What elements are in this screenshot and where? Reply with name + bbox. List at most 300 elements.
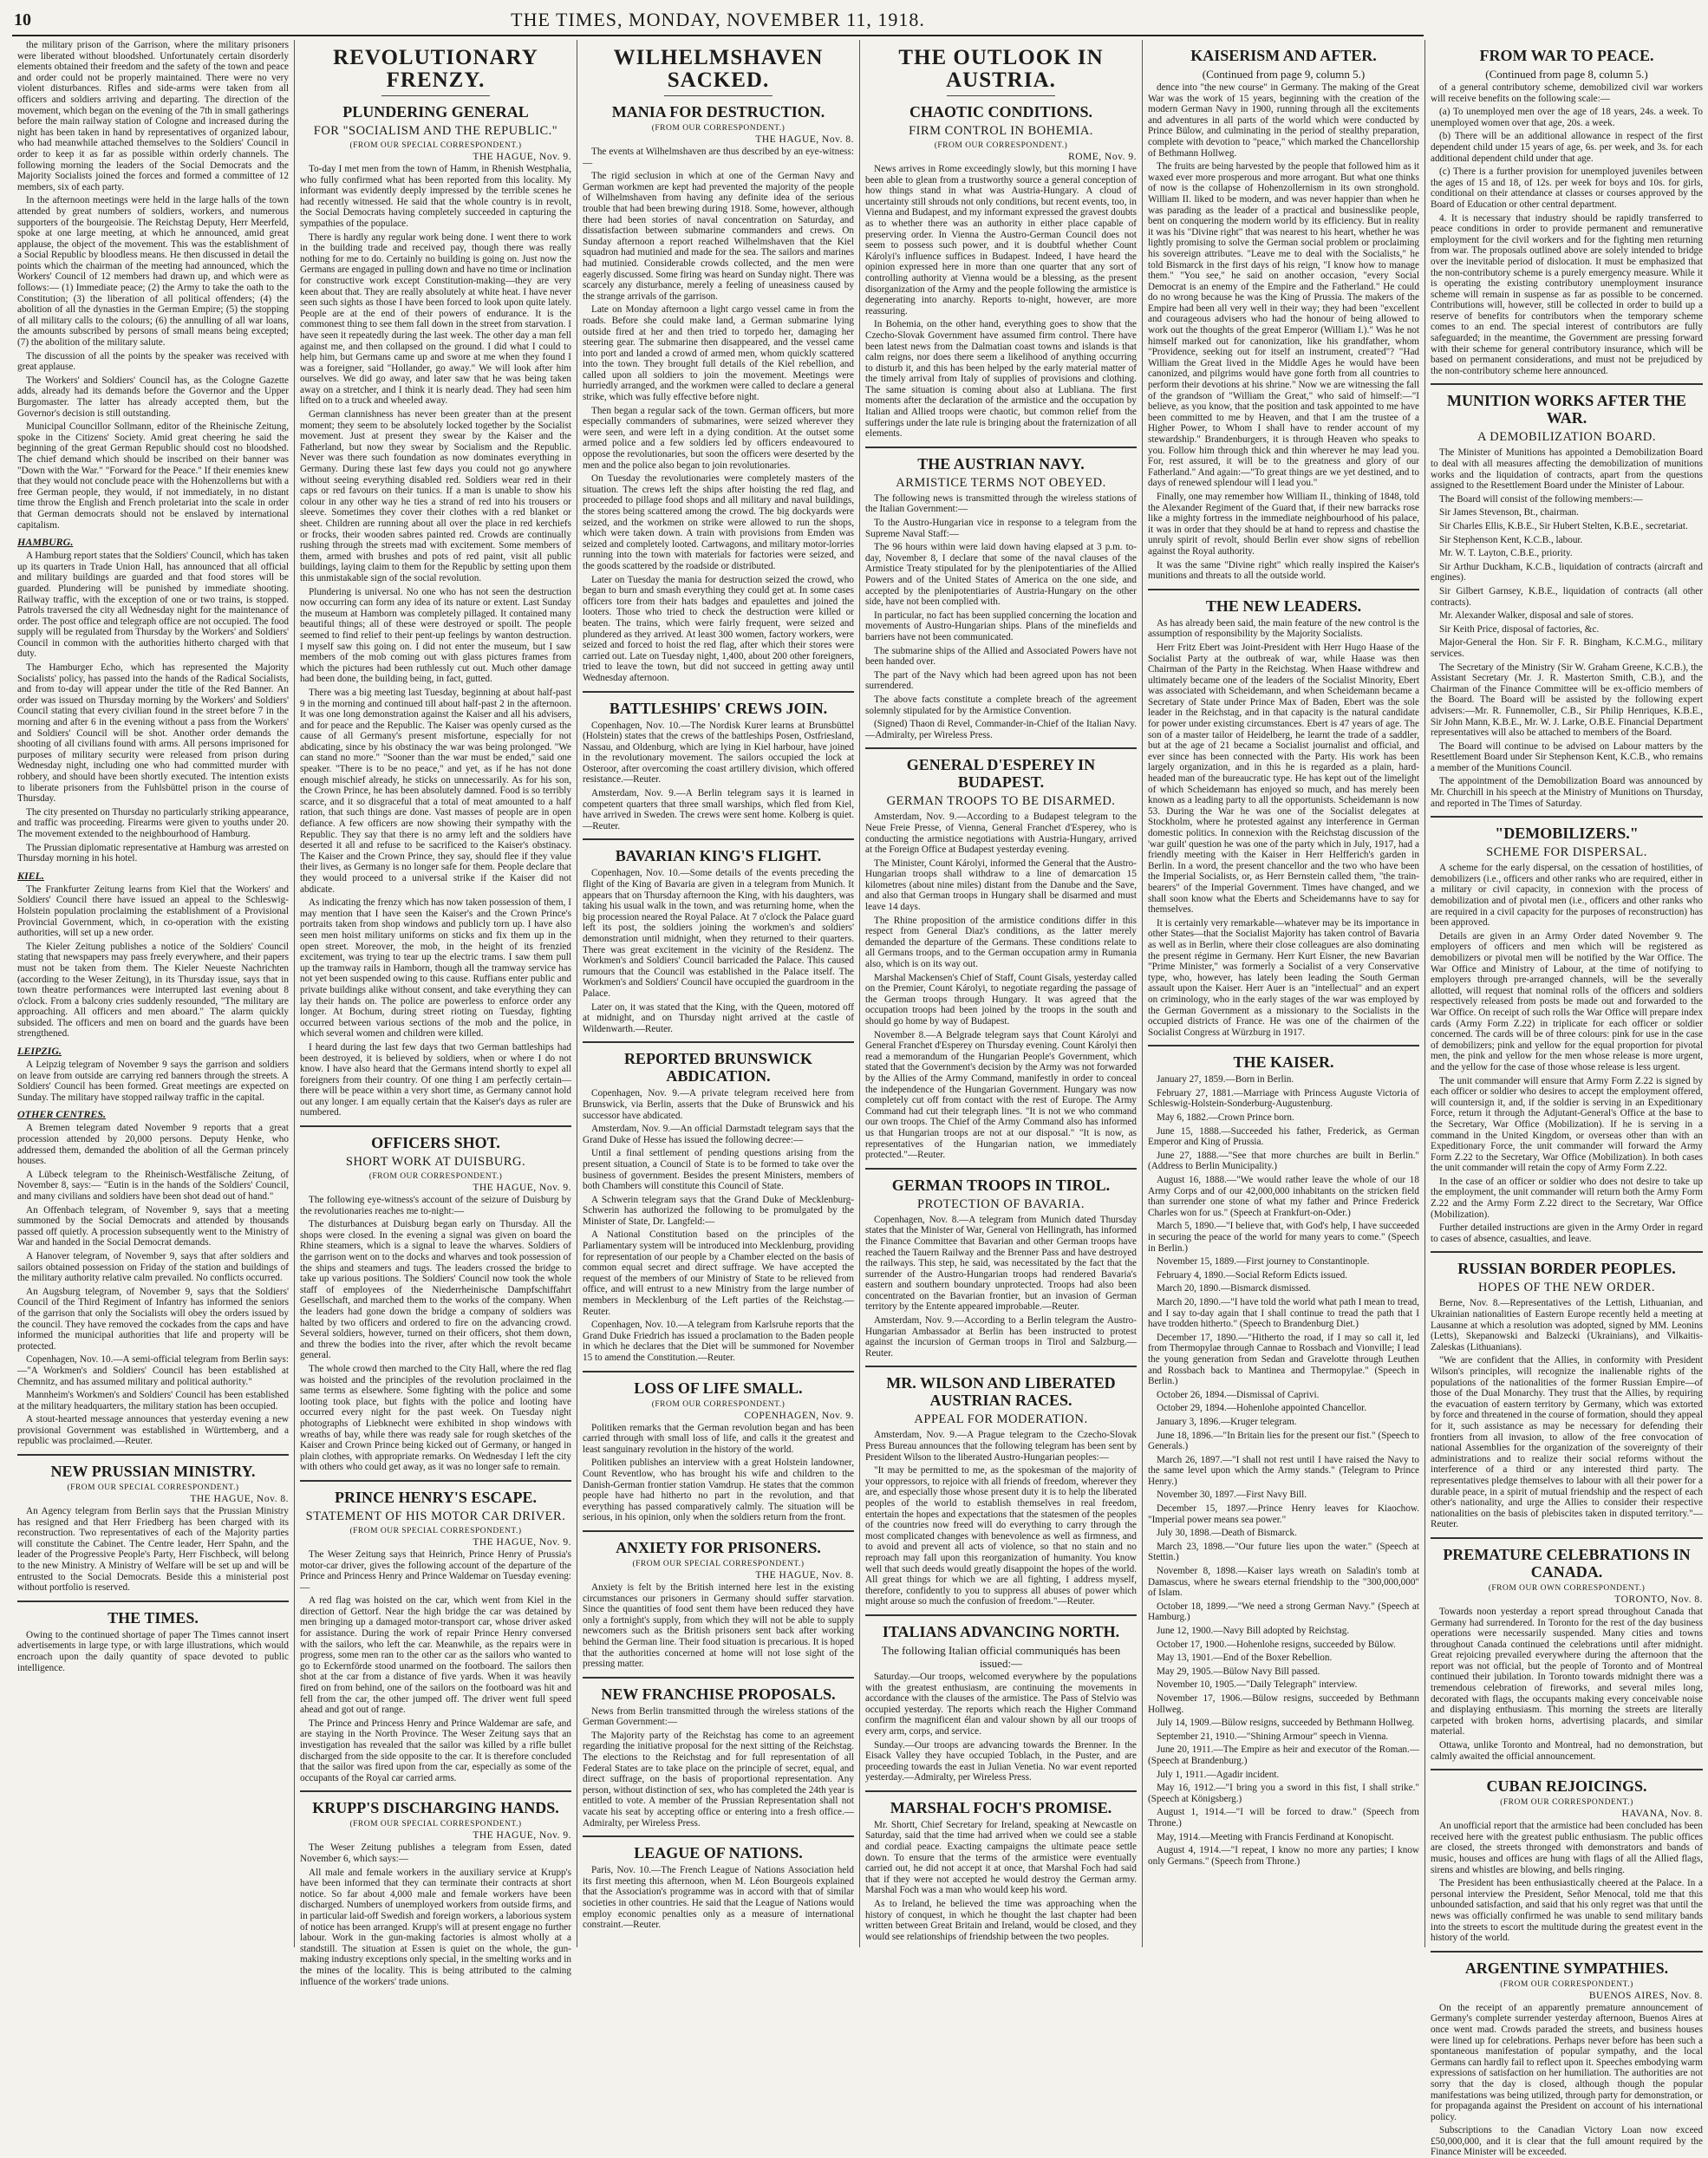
paras (300, 164, 571, 1118)
headline: THE AUSTRIAN NAVY. (917, 454, 1085, 473)
subheadline: STATEMENT OF HIS MOTOR CAR DRIVER. (305, 1509, 566, 1523)
paragraph: It is certainly very remarkable—whatever may be its importance in other States—that the Socialist Majority has taken control of Bavaria as well as in Berlin, where their close colleagues are also dominating the present régime in Germany. Herr Kurt Eisner, the new Bavarian "Prime Minister," was formerly a Socialist of a very Conservative type, who, however, has lately been leading the South German assault upon the Kaiser. Herr Auer is an "intellectual" and an expert on criminology, who in the early stages of the war was employed by the German Government as a missionary to the Socialists in the occupied districts of France. He was one of the chairmen of the Socialist Congress at Würzburg in 1917. (1148, 917, 1419, 1038)
headline: PREMATURE CELEBRATIONS IN CANADA. (1443, 1545, 1691, 1581)
article-italians-advancing (865, 1614, 1137, 1783)
headline: LOSS OF LIFE SMALL. (634, 1379, 803, 1397)
paragraph: The events at Wilhelmshaven are thus described by an eye-witness:— (583, 147, 854, 168)
byline: (FROM OUR SPECIAL CORRESPONDENT.) (349, 141, 522, 150)
rule (381, 95, 490, 96)
paragraph: Owing to the continued shortage of paper The Times cannot insert advertisements in large type, or with large illustrations, which would encroach upon the daily quantity of space devoted to public intelligence. (17, 1629, 289, 1673)
paragraph: Copenhagen, Nov. 9.—A private telegram received here from Brunswick, via Berlin, asserts that the Duke of Brunswick and his successor have abdicated. (583, 1088, 854, 1121)
paragraph: The above facts constitute a complete breach of the agreement solemnly stipulated for by the Armistice Convention. (865, 694, 1137, 716)
paragraph: News arrives in Rome exceedingly slowly, but this morning I have been able to glean from a trustworthy source a general conception of how things stand in what was Austria-Hungary. A cloud of uncertainty still shrouds not only conditions, but recent events, too, in Vienna and Budapest, and my informant expressed the gravest doubts as to whether there was an authority in either place capable of preserving order. In Vienna the Austro-German Council does not seem to possess such power, and it is doubtful whether Count Károlyi's influence suffices in Budapest. Indeed, I have heard the opinion expressed here in more than one quarter that any sort of controlling authority at Vienna would be a blessing, as the present disorganization of the Army and the people following the armistice is degenerating into anarchy. Reports to-night, however, are more reassuring. (865, 164, 1137, 316)
dateline: THE HAGUE, Nov. 8. (190, 1494, 289, 1505)
list-item: (c) There is a further provision for unemployed juveniles between the ages of 15 and 18, of 12s. per week for boys and 10s. for girls, conditional on their attendance at classes or courses approved by the Board of Education or other central department. (1431, 166, 1703, 210)
paras-hamburg (17, 551, 289, 864)
paras (583, 1423, 854, 1523)
headline: MUNITION WORKS AFTER THE WAR. (1447, 392, 1686, 427)
paragraph: Amsterdam, Nov. 9.—According to a Berlin telegram the Austro-Hungarian Ambassador at Berlin has been instructed to protest against the incursion of German troops in Tirol and Salzburg.—Reuter. (865, 1315, 1137, 1359)
article-austrian-navy (865, 447, 1137, 740)
subheadline: ARMISTICE TERMS NOT OBEYED. (896, 475, 1106, 490)
paragraph: Amsterdam, Nov. 9.—An official Darmstadt telegram says that the Grand Duke of Hesse has issued the following decree:— (583, 1124, 854, 1145)
list-item: March 20, 1890.—"I have told the world what path I mean to tread, and I say to-day again that I shall continue to tread the path that I have trodden hitherto." (Speech to Brandenburg Diet.) (1148, 1296, 1419, 1330)
paragraph: The rigid seclusion in which at one of the German Navy and German workmen are kept had prevented the majority of the people of Wilhelmshaven from having any definite idea of the serious trouble that had been brewing during 1918. Some, however, although there had been stories of naval concentration on Saturday, and dissatisfaction between submarine commanders and crews. On Sunday afternoon a report reached Wilhelmshaven that the Kiel squadron had mutinied and made for the sea. The sailors and marines had mutinied. Considerable crowds collected, and the men were eagerly discussed. Some firing was heard on Sunday night. There was scarcely any disturbance, merely a feeling of uneasiness caused by the strange arrivals of the garrison. (583, 171, 854, 302)
article-troops-tirol (865, 1168, 1137, 1359)
article-prussian-ministry (17, 1454, 289, 1594)
list-item: March 20, 1890.—Bismarck dismissed. (1157, 1283, 1311, 1294)
paragraph: Copenhagen, Nov. 8.—A telegram from Munich dated Thursday states that the Minister of War, General von Hellingrath, has informed the Finance Committee that Bavarian and other German troops have reached the Tauern Railway and the Brenner Pass and have destroyed the railways. This step, he said, was necessitated by the fact that the surrender of the Austro-Hungarian troops had rendered Bavaria's eastern and southern boundary unprotected. Troops had also been concentrated on the Bavarian frontier, but an invasion of German territory by the Entente appeared improbable.—Reuter. (865, 1214, 1137, 1313)
paras (583, 720, 854, 832)
headline: FROM WAR TO PEACE. (1479, 47, 1654, 64)
rule (947, 95, 1055, 96)
article-cuba (1431, 1769, 1703, 1944)
article-outlook-austria (865, 47, 1137, 440)
paragraph: To the Austro-Hungarian vice in response to a telegram from the Supreme Naval Staff:— (865, 518, 1137, 539)
paras (865, 493, 1137, 740)
paragraph: The Weser Zeitung publishes a telegram from Essen, dated November 6, which says:— (300, 1842, 571, 1864)
paras (300, 1195, 571, 1473)
paragraph: A Bremen telegram dated November 9 reports that a great procession attended by 20,000 persons. Deputy Henke, who addressed them, demanded the abolition of all the German princely houses. (17, 1123, 289, 1167)
article-loss-of-life (583, 1371, 854, 1523)
section-hamburg: HAMBURG. (17, 536, 74, 549)
list-item: September 21, 1910.—"Shining Armour" speech in Vienna. (1157, 1731, 1389, 1742)
list-item: November 8, 1898.—Kaiser lays wreath on Saladin's tomb at Damascus, where he swears eternal friendship to the "300,000,000" of Islam. (1148, 1566, 1419, 1599)
paras (583, 868, 854, 1034)
dateline: THE HAGUE, Nov. 9. (473, 1830, 571, 1842)
paragraph: In particular, no fact has been supplied concerning the location and movements of Austro-Hungarian ships. Plans of the minefields and barriers have not been communicated. (865, 610, 1137, 642)
paras-leipzig (17, 1059, 289, 1103)
paragraph: Sir Stephenson Kent, K.C.B., labour. (1439, 534, 1583, 545)
article-argentine (1431, 1951, 1703, 2158)
subheadline: GERMAN TROOPS TO BE DISARMED. (886, 794, 1116, 809)
chronology-list (1148, 1074, 1419, 1867)
paras (300, 1549, 571, 1783)
paragraph: The following eye-witness's account of the seizure of Duisburg by the revolutionaries reaches me to-night:— (300, 1195, 571, 1216)
headline: ITALIANS ADVANCING NORTH. (882, 1622, 1120, 1640)
list-item: November 10, 1905.—"Daily Telegraph" interview. (1157, 1679, 1358, 1691)
paragraph: Anxiety is felt by the British interned here lest in the existing circumstances our prisoners in Germany should suffer starvation. Since the quantities of food sent them have been reduced they have only a fortnight's supply, from which they will not be able to supply newcomers such as the British prisoners sent back after working behind the German line. Their food situation is precarious. It is hoped that the authorities concerned at home will not lose sight of the pressing matter. (583, 1581, 854, 1670)
rule (664, 95, 773, 96)
column-2 (295, 40, 577, 1987)
column-5 (1143, 40, 1425, 1947)
paragraph: Until a final settlement of pending questions arising from the present situation, a Council of State is to be formed to take over the business of government. Besides the present Ministers, members of both Chambers will constitute this Council of State. (583, 1148, 854, 1192)
column-3 (577, 40, 860, 1947)
dateline: HAVANA, Nov. 8. (1621, 1809, 1703, 1820)
section-other-centres: OTHER CENTRES. (17, 1108, 107, 1121)
paragraph: Herr Fritz Ebert was Joint-President with Herr Hugo Haase of the Socialist Party at the outbreak of war, while Haase was then Chairman of the Party in the Reichstag. When Haase withdrew and ultimately became one of the leaders of the Socialist Minority, Ebert was associated with Scheidemann, and when Scheidemann became a Secretary of State under Prince Max of Baden, Ebert was the sole leader in the Reichstag, and in that capacity is the natural candidate for power under existing circumstances. Ebert is 47 years of age. The son of a master tailor of Heidelberg, he learnt the trade of a saddler, but at the age of 21 became a Socialist journalist and official, and ever since has been connected with the Party. His work has been largely organization, and in this he is regarded as a plain, hard-headed man of the bureaucratic type. He has kept out of the limelight of which Scheidemann has enjoyed so much, and has merely been known as a leading party to all the opportunists. Scheidemann is now 53. During the War he was one of the Socialist delegates at Stockholm, where he protested against any interference in German domestic politics. In connexion with the Reichstag discussion of the 'war guilt' question he was one of the party which in July, 1917, had a friendly meeting with the Kaiser in Herr Helfferich's garden in Berlin. In a word, the present chancellor and the two who have been the Imperial Socialists, or, as Herr Bernstein called them, "the train-bearers" of the Imperial Government. Times have changed, and we shall soon know what the Eberts and Scheidemanns have to say for themselves. (1148, 642, 1419, 916)
paragraph: Amsterdam, Nov. 9.—According to a Budapest telegram to the Neue Freie Presse, of Vienna, General Franchet d'Esperey, who is conducting the armistice negotiations with Austria-Hungary, arrived at the Foreign Office at Budapest yesterday evening. (865, 812, 1137, 856)
paragraph: The Kieler Zeitung publishes a notice of the Soldiers' Council stating that newspapers may pass freely everywhere, and their papers must not be taken from them. The Kieler Neueste Nachrichten (according to the Weser Zeitung), in its Thursday issue, says that in town theatre performances were interrupted last evening about 8 o'clock. From a balcony cries suddenly resounded, "The military are approaching. All officers and men aboard." The alarm quickly subsided. The officers and men on board and the guards have been strengthened. (17, 941, 289, 1040)
dateline: THE HAGUE, Nov. 9. (473, 1536, 571, 1548)
paragraph: Mr. Alexander Walker, disposal and sale of stores. (1439, 610, 1634, 622)
continued-note: (Continued from page 8, column 5.) (1485, 68, 1648, 81)
list-item: March 5, 1890.—"I believe that, with God's help, I have succeeded in securing the peace of the world for many years to come." (Speech in Berlin.) (1148, 1221, 1419, 1254)
paragraph: Then began a regular sack of the town. German officers, but more especially commanders of submarines, were seized wherever they were seen, and were left in a dying condition. At the outset some armed police and a few soldiers led by officers endeavoured to oppose the revolutionaries, but soon the officers were deserted by the men and the police also began to join revolutionaries. (583, 405, 854, 471)
paragraph: In the afternoon meetings were held in the large halls of the town attended by great numbers of soldiers, workers, and numerous supporters of the bourgeoisie. The Reichstag Deputy, Herr Meerfeld, spoke at one large meeting, at which he announced, amid great applause, the object of the movement. This was the establishment of a Social Republic by bloodless means. He then discussed in detail the points which the chairman of the meeting had announced, which the Workers' Council of 12 members had drawn up, and which were as follows:— (1) Immediate peace; (2) the Army to take the oath to the Constitution; (3) the liberation of all political offenders; (4) the abolition of all the dynasties in the German Empire; (5) the stopping of all military calls to the colours; (6) the annulling of all war loans, the amounts subscribed by persons of small means being excepted; (7) the abolition of the military salute. (17, 195, 289, 349)
paras (1431, 2003, 1703, 2158)
masthead (12, 5, 1424, 36)
headline: OFFICERS SHOT. (371, 1134, 500, 1152)
paras (17, 1630, 289, 1673)
list-item: July 30, 1898.—Death of Bismarck. (1157, 1528, 1297, 1539)
paras (865, 1820, 1137, 1943)
paragraph: Sir Charles Ellis, K.B.E., Sir Hubert Stelten, K.B.E., secretariat. (1439, 521, 1688, 531)
paras (865, 164, 1137, 440)
paragraph: Copenhagen, Nov. 10.—A telegram from Karlsruhe reports that the Grand Duke Friedrich has issued a proclamation to the Baden people in which he declares that the Diet will be summoned for November 15 to amend the Constitution.—Reuter. (583, 1320, 854, 1363)
paragraph: A scheme for the early dispersal, on the cessation of hostilities, of demobilizers (i.e., officers and other ranks who are required, either in a military or civil capacity, in connexion with the process of demobilization and of pivotal men (i.e., officers and other ranks who are required in a civil capacity for the purposes of reconstruction) has been approved. (1431, 863, 1703, 929)
paragraph: Later on Tuesday the mania for destruction seized the crowd, who began to burn and smash everything they could get at. In some cases officers tore from their hats badges and epaulettes and joined the looters. Those who tried to check the destruction were killed or beaten. The trains, which were fairly frequent, were seized and plundered as they arrived. At least 300 women, factory workers, were seized and forced to hoist the red flag, after which their stores were carried out. Late on Tuesday night, 1,400, about 200 other foreigners, tried to leave the town, but did not succeed in getting away until Wednesday afternoon. (583, 574, 854, 683)
paragraph: On Tuesday the revolutionaries were completely masters of the situation. The crews left the ships after hoisting the red flag, and proceeded to pillage food shops and all military and naval buildings, the stores being scattered among the crowd. The big dockyards were seized, and the workmen on strike were allowed to run the shops, which were taken down. A train with provisions from Emden was seized and completely looted. Cartwagons, and military motor-lorries running into the town with materials for factories were seized, and the goods scattered by the roadside or distributed. (583, 473, 854, 571)
paras (1431, 1298, 1703, 1529)
column-4 (860, 40, 1143, 1947)
paras (583, 147, 854, 684)
subheadline: APPEAL FOR MODERATION. (914, 1412, 1088, 1427)
headline: NEW PRUSSIAN MINISTRY. (50, 1463, 256, 1481)
list-item: July 1, 1911.—Agadir incident. (1157, 1769, 1280, 1780)
headline: "DEMOBILIZERS." (1495, 825, 1639, 843)
list-item: October 18, 1899.—"We need a strong German Navy." (Speech at Hamburg.) (1148, 1601, 1419, 1623)
list-item: December 17, 1890.—"Hitherto the road, if I may so call it, led from Thermopylae through Cannae to Rossbach and Vionville; I lead the young generation from Sedan and Gravelotte through Leuthen and Rossbach back to Mantinea and Thermopylae." (Speech in Berlin.) (1148, 1332, 1419, 1387)
list-item: May 6, 1882.—Crown Prince born. (1157, 1112, 1294, 1124)
paragraph: A National Constitution based on the principles of the Parliamentary system will be introduced into Mecklenburg, providing for representation of our people by a Chamber elected on the basis of common equal secret and direct suffrage. We have accepted the request of the members of our Ministry of State to be relieved from office, and will entrust to a new Ministry from the large number of members in Mecklenburg of the Left parties of the Reichstag.—Reuter. (583, 1229, 854, 1317)
article-brunswick (583, 1041, 854, 1363)
paragraph: Amsterdam, Nov. 9.—A Berlin telegram says it is learned in competent quarters that three small warships, which fled from Kiel, have arrived in Sweden. The crews were sent home. Kolberg is quiet.—Reuter. (583, 788, 854, 831)
article-officers-shot (300, 1125, 571, 1473)
paras (865, 812, 1137, 1160)
article-anxiety-prisoners (583, 1530, 854, 1670)
paras (583, 1706, 854, 1829)
paragraph: Towards noon yesterday a report spread throughout Canada that Germany had surrendered. In Toronto for the rest of the day business operations were necessarily suspended. Many cities and towns throughout Canada continued the celebrations until after midnight. Great rejoicing prevailed everywhere during the afternoon that the report was not official, but the people of Toronto and of Montreal continued their jubilation. In Toronto towards midnight there was a tremendous celebration of fireworks, and several miles long, decorated with flags, the occupants making every conceivable noise and displaying enthusiasm. This morning the streets are literally carpeted with broken horns, advertising placards, and similar material. (1431, 1606, 1703, 1737)
paragraph: It was the same "Divine right" which really inspired the Kaiser's munitions and threats to all the outside world. (1148, 559, 1419, 582)
headline: BAVARIAN KING'S FLIGHT. (615, 847, 822, 865)
paras (17, 1506, 289, 1594)
paragraph: Copenhagen, Nov. 10.—The Nordisk Kurer learns at Brunsbüttel (Holstein) states that the crews of the battleships Posen, Ostfriesland, Nassau, and Oldenburg, which are lying in Kiel harbour, have joined in the revolutionary movement. The sailors occupied the lock at Osteroor, after overcoming the coast artillery division, which offered resistance.—Reuter. (583, 720, 854, 786)
paragraph: As to Ireland, he believed the time was approaching when the history of conquest, in which he thought the last chapter had been written between Great Britain and Ireland, would be closed, and they would see relationships of friendship between the two peoples. (865, 1899, 1137, 1942)
paragraph: Finally, one may remember how William II., thinking of 1848, told the Alexander Regiment of the Guard that, if their new barracks rose like a mighty fortress in the immediate neighbourhood of his palace, it was in order that they should be at hand to repress and chastise the unruly spirit of revolt, should Berlin ever show signs of rebellion against the Royal authority. (1148, 491, 1419, 557)
paragraph: A Lübeck telegram to the Rheinisch-Westfälische Zeitung, of November 8, says:— "Eutin is in the hands of the Soldiers' Council, and many civilians and soldiers have been shot dead out of hand." (17, 1169, 289, 1202)
headline: RUSSIAN BORDER PEOPLES. (1457, 1260, 1676, 1278)
paragraph: A Schwerin telegram says that the Grand Duke of Mecklenburg-Schwerin has authorized the following to be promulgated by the Minister of State, Dr. Langfeld:— (583, 1194, 854, 1227)
paragraph: The city presented on Thursday no particularly striking appearance, and traffic was proceeding. Firearms were given to youths under 20. The movement extended to the neighbourhood of Hamburg. (17, 806, 289, 839)
list-item: June 27, 1888.—"See that more churches are built in Berlin." (Address to Berlin Municipality.) (1148, 1150, 1419, 1172)
headline: ANXIETY FOR PRISONERS. (616, 1538, 821, 1556)
subheadline: PLUNDERING GENERAL (342, 103, 529, 121)
paras (1148, 82, 1419, 582)
article-munition-works (1431, 383, 1703, 809)
article-revolutionary-frenzy (300, 47, 571, 1118)
paragraph: The 96 hours within were laid down having elapsed at 3 p.m. to-day, November 8, I declare that some of the naval clauses of the Armistice Treaty stipulated for by the plenipotentiaries of the Allied Powers and of the United States of America on the one side, and accepted by the plenipotentiaries of Austria-Hungary on the other side, have not been complied with. (865, 542, 1137, 608)
columns (12, 40, 1703, 2158)
list-item: January 3, 1896.—Kruger telegram. (1157, 1416, 1297, 1427)
list-item: October 17, 1900.—Hohenlohe resigns, succeeded by Bülow. (1157, 1639, 1396, 1650)
paras-kiel (17, 884, 289, 1040)
article-league-of-nations (583, 1835, 854, 1931)
paragraph: The Workers' and Soldiers' Council has, as the Cologne Gazette adds, already had its demands before the Governor and the Upper Burgomaster. The latter has already accepted them, but the Governor's decision is still outstanding. (17, 375, 289, 419)
list-item: June 20, 1911.—The Empire as heir and executor of the Roman.—(Speech at Brandenburg.) (1148, 1744, 1419, 1766)
headline: WILHELMSHAVEN SACKED. (613, 46, 824, 92)
list-item: November 30, 1897.—First Navy Bill. (1157, 1490, 1307, 1501)
dateline-header: THE TIMES, MONDAY, NOVEMBER 11, 1918. (511, 9, 925, 30)
paras (865, 1672, 1137, 1783)
paragraph: Sunday.—Our troops are advancing towards the Brenner. In the Eisack Valley they have occupied Toblach, in the Puster, and are proceeding towards the east in Julian Venetia. No war event reported yesterday.—Admiralty, per Wireless Press. (865, 1739, 1137, 1783)
headline: REPORTED BRUNSWICK ABDICATION. (624, 1050, 812, 1086)
paras (583, 1582, 854, 1670)
subheadline: The following Italian official communiqués has been issued:— (881, 1643, 1121, 1670)
paras-open (17, 40, 289, 531)
headline: REVOLUTIONARY FRENZY. (333, 46, 538, 92)
paragraph: The Minister, Count Károlyi, informed the General that the Austro-Hungarian troops shall withdraw to a line of demarcation 15 kilometres (about nine miles) distant from the Danube and the Save, and also that German troops in Hungary shall be disarmed and must leave 14 days. (865, 857, 1137, 913)
paragraph: Berne, Nov. 8.—Representatives of the Lettish, Lithuanian, and Ukrainian nationalities of Eastern Europe recently held a meeting at Lausanne at which a resolution was adopted, signed by MM. Leonins (Letts), Skepanowski and Balzecki (Ukrainians), and Vilkaitis-Zaleskas (Lithuanians). (1431, 1298, 1703, 1353)
article-revolution-continued (17, 40, 289, 1447)
paragraph: The Hamburger Echo, which has represented the Majority Socialists' policy, has passed into the hands of the Radical Socialists, and from to-day will appear under the title of the Red Banner. An order was issued on Thursday morning by the Workers' and Soldiers' Council stating that every civilian found in the street before 7 in the morning and after 6 in the evening without a pass from the Workers' and Soldiers' Council will be shot. Another order demands the shooting of all civilians found with arms. All persons imprisoned for purposes of military security were released from prison during Wednesday night, including one who had committed murder with robbery, and should have been shortly executed. The intention exists to liberate prisoners from the Fuhlsbüttel prison in the course of Thursday. (17, 662, 289, 805)
article-russian-border (1431, 1251, 1703, 1529)
headline: NEW FRANCHISE PROPOSALS. (601, 1685, 836, 1703)
paragraph: Politiken publishes an interview with a great Holstein landowner, Count Reventlow, who has brought his wife and children to the Danish-German frontier station Vamdrup. He states that the common people have had hitherto no part in the revolution, and that everything has passed comparatively calmly. The situation will be serious, in his opinion, only when the soldiers return from the front. (583, 1457, 854, 1523)
subheadline: HOPES OF THE NEW ORDER. (1478, 1281, 1655, 1295)
paragraph: I heard during the last few days that two German battleships had been destroyed, it is believed by soldiers, when or where I do not know. I have also heard that the Germans intend shortly to expel all foreigners from their country. Of one thing I am perfectly certain—there will be peace within a very short time, as Germany cannot hold out any longer. I am equally certain that the Kaiser's days as ruler are numbered. (300, 1041, 571, 1118)
article-demobilizers (1431, 816, 1703, 1244)
paras (1431, 863, 1703, 1244)
list-item: November 15, 1889.—First journey to Constantinople. (1157, 1256, 1370, 1268)
paras (300, 1842, 571, 1987)
paragraph: There was a big meeting last Tuesday, beginning at about half-past 9 in the morning and continued till about half-past 2 in the afternoon. It was one long demonstration against the Kaiser and all his advisers, and for peace and the Republic. The Kaiser was openly cursed as the cause of all Germany's present misfortune, especially for not abdicating, since by his obstinacy the war was being prolonged. "We can stand no more." "Sooner than the war must be ended," said one speaker. "There is to be no peace," and yet, as if he has not done enough mischief already, he sticks on unnecessarily. As for his son, the Crown Prince, he has been absolutely damned. Food is so terribly scarce, and it so disgraceful that a total of meat amounted to a half ration, that such things are done. Vast masses of people are in open defiance. A few officers are now showing their sympathy with the Republic. They say that there is no army left and the soldiers have deserted it all and refuse to be sacrificed to the Kaiser's obstinacy. The Kaiser and the Crown Prince, they say, should flee if they value their lives, as Germany is no longer safe for them. People declare that they would proceed to a universal strike if the Kaiser did not abdicate. (300, 687, 571, 895)
headline: KRUPP'S DISCHARGING HANDS. (312, 1799, 559, 1817)
headline: ARGENTINE SYMPATHIES. (1464, 1959, 1669, 1977)
subheadline: SCHEME FOR DISPERSAL. (1486, 845, 1647, 860)
paragraph: The Board will continue to be advised on Labour matters by the Resettlement Board under Sir Stephenson Kent, K.C.B., who remains a member of the Munitions Council. (1431, 740, 1703, 773)
subheadline: PROTECTION OF BAVARIA. (917, 1196, 1085, 1211)
paragraph: Mr. Shortt, Chief Secretary for Ireland, speaking at Newcastle on Saturday, said that the time had arrived when we could see a stable and cordial peace. Exacting campaigns the ultimate peace settle down. To ensure that the terms of the armistice were eventually carried out, he did not accept it at once, that Marshal Foch had said that if they were not accepted he would destroy the German army. Marshal Foch was a man who would keep his word. (865, 1819, 1137, 1896)
headline: THE KAISER. (1233, 1053, 1334, 1072)
paragraph: Plundering is universal. No one who has not seen the destruction now occurring can form any idea of its nature or extent. Last Sunday the museum at Hamborn was completely pillaged. It contained many beautiful things; all of these were destroyed or spoilt. The people seemed to find relief to their pent-up feelings by wanton destruction. I myself saw this going on. I did not enter the museum, but I saw members of the mob coming out with glass pictures frames from which the pictures had been ruthlessly cut out. Much other damage had been done, the building being, in fact, gutted. (300, 586, 571, 685)
paragraph: Saturday.—Our troops, welcomed everywhere by the populations with the greatest enthusiasm, are continuing the movements in accordance with the clauses of the armistice. The Pass of Stelvio was occupied yesterday. The reports which reach the Higher Command confirm the magnificent élan and valour shown by all our troops of every arm, corps, and service. (865, 1671, 1137, 1737)
section-leipzig: LEIPZIG. (17, 1045, 62, 1058)
paras (583, 1865, 854, 1931)
paragraph: Major-General the Hon. Sir F. R. Bingham, K.C.M.G., military services. (1431, 637, 1703, 659)
article-bavarian-king (583, 838, 854, 1034)
subheadline: CHAOTIC CONDITIONS. (909, 103, 1093, 121)
article-wilhelmshaven (583, 47, 854, 684)
dateline: COPENHAGEN, Nov. 9. (744, 1410, 854, 1421)
paragraph: An Offenbach telegram, of November 9, says that a meeting summoned by the Social Democrats and attended by thousands passed off quietly. A procession subsequently went to the Ministry of War and handed in the Social Democrat demands. (17, 1204, 289, 1249)
paras (865, 1215, 1137, 1359)
article-the-times-notice (17, 1601, 289, 1673)
dateline: BUENOS AIRES, Nov. 8. (1588, 1990, 1703, 2001)
column-1 (12, 40, 295, 1947)
paragraph: The Rhine proposition of the armistice conditions differ in this respect from General Diaz's conditions, as the latter merely demanded the departure of the Germans. These conditions relate to all Germans troops, and to the German occupation army in Rumania also, which is on its way out. (865, 915, 1137, 970)
list-item: November 17, 1906.—Bülow resigns, succeeded by Bethmann Hollweg. (1148, 1692, 1419, 1715)
paragraph: An Agency telegram from Berlin says that the Prussian Ministry has resigned and that Herr Friedberg has been charged with its reconstruction. Two representatives of each of the Majority parties will constitute the Cabinet. The Centre leader, Herr Spahn, and the leader of the Progressive People's Party, Herr Fischbeck, will belong to the new Ministry. A Ministry of Welfare will be set up and will be entrusted to the Social Democrats. Beside this a ministerial post without portfolio is reserved. (17, 1506, 289, 1594)
dateline: THE HAGUE, Nov. 8. (755, 1569, 854, 1581)
list-item: March 23, 1898.—"Our future lies upon the water." (Speech at Stettin.) (1148, 1541, 1419, 1563)
byline: (FROM OUR CORRESPONDENT.) (651, 1399, 786, 1409)
paragraph: Copenhagen, Nov. 10.—Some details of the events preceding the flight of the King of Bavaria are given in a telegram from Munich. It appears that on Thursday afternoon the King, with his daughters, was taking his usual walk in the town, and was returning home, when the big procession neared the Royal Palace. At 7 o'clock the Palace guard left its post, the soldiers joining the workmen's and soldiers' demonstration until midnight, when they returned to their quarters. There was great excitement in the vicinity of the Residenz. The Workmen's and Soldiers' Council barricaded the Palace. This caused rumours that the Council was established in the Palace itself. The Workmen's and Soldiers' Council have occupied the guardroom in the Palace. (583, 868, 854, 999)
list-item: June 12, 1900.—Navy Bill adopted by Reichstag. (1157, 1626, 1350, 1636)
article-new-leaders (1148, 589, 1419, 1039)
headline: THE OUTLOOK IN AUSTRIA. (898, 46, 1104, 92)
byline: (FROM OUR SPECIAL CORRESPONDENT.) (632, 1559, 805, 1568)
paragraph: German clannishness has never been greater than at the present moment; they seem to be absolutely locked together by the Socialist movement. Just at present they swear by the Kaiser and the Fatherland, but now they swear by Socialism and the Republic. Never was there such foundation as now dominates everything in Germany. During these last few days you could not go anywhere without seeing everything disabled red. Soldiers wear red in their caps or red favours on their tunics. If a man is unable to show his colour in any other way he ties a strand of red into his trousers or sleeve. Sometimes they cover their clothes with a red blanket or sheet. Children are running about all over the place in red kerchiefs or frocks, their wooden sabres painted red. Crowds are continually rushing through the streets mad with excitement. Some members of them, armed with brushes and pots of red paint, visit all public buildings, laying claim to them for the Republic by setting upon them this unmistakable sign of the social revolution. (300, 409, 571, 584)
paragraph: The disturbances at Duisburg began early on Thursday. All the shops were closed. In the evening a signal was given on board the Rhine steamers, which is a signal to leave the wharves. Soldiers of the garrison went on to the docks and wharves and took possession of the ships and steamers and tugs. The leaders crossed the bridge to take up various positions. The Soldiers' Council now took the whole staff of employees of the Niederrheinische Dampfschiffahrt Gesellschaft, and marched them to the works of the company. When the leaders had gone down the bridge a company of soldiers was halted by two officers and ordered to fire on the advancing crowd. Several soldiers, however, turned on their officers, shot them down, and threw the bodies into the river, after which the revolt became general. (300, 1219, 571, 1361)
paras (1431, 447, 1703, 809)
paragraph: The following news is transmitted through the wireless stations of the Italian Government:— (865, 492, 1137, 515)
paragraph: Sir Keith Price, disposal of factories, &c. (1439, 623, 1600, 635)
paragraph: News from Berlin transmitted through the wireless stations of the German Government:— (583, 1705, 854, 1728)
headline: THE NEW LEADERS. (1205, 597, 1362, 615)
article-the-kaiser (1148, 1045, 1419, 1867)
paras-other (17, 1123, 289, 1447)
list-item: February 27, 1881.—Marriage with Princess Auguste Victoria of Schleswig-Holstein-Sonderburg-Augustenburg. (1148, 1087, 1419, 1110)
dateline: THE HAGUE, Nov. 9. (473, 152, 571, 162)
column-6 (1425, 40, 1708, 2158)
list-item: June 18, 1896.—"In Britain lies for the present our fist." (Speech to Generals.) (1148, 1430, 1419, 1452)
article-wilson-austrian-races (865, 1366, 1137, 1607)
list-item: May 13, 1901.—End of the Boxer Rebellion. (1157, 1653, 1333, 1664)
paragraph: As has already been said, the main feature of the new control is the assumption of responsibility by the Majority Socialists. (1148, 617, 1419, 640)
paragraph: Subscriptions to the Canadian Victory Loan now exceed £50,000,000, and it is clear that the full amount required by the Finance Minister will be exceeded. (1431, 2125, 1703, 2158)
list-item: June 15, 1888.—Succeeded his father, Frederick, as German Emperor and King of Prussia. (1148, 1125, 1419, 1148)
paragraph: An Augsburg telegram, of November 9, says that the Soldiers' Council of the Third Regiment of Infantry has informed the seniors of the garrison that only the Socialists will obey the orders issued by the council. They have removed the cockades from the caps and have informed the municipal authorities that life and property will be protected. (17, 1286, 289, 1352)
article-war-to-peace (1431, 47, 1703, 376)
paragraph: (Signed) Thaon di Revel, Commander-in-Chief of the Italian Navy.—Admiralty, per Wireless Press. (865, 719, 1137, 740)
paragraph: As indicating the frenzy which has now taken possession of them, I may mention that I have seen the Kaiser's and the Crown Prince's portraits taken from shop windows and publicly torn up. I have also seen men hoist military uniforms on sticks and fix them up in the open street. Moreover, the mob, in the height of its frenzied excitement, was trying to tear up the electric trams. I saw them pull up the tramway rails in Hamborn, though all the tramway service has not yet been suspended owing to this cause. Ruffians enter public and private buildings alike without consent, and take everything they can lay their hands on. The police are powerless to enforce order any longer. At Bochum, during street rioting on Tuesday, fighting occurred between various sections of the mob and the police, in which several women and children were killed. (300, 897, 571, 1040)
article-desperey-budapest (865, 747, 1137, 1160)
article-franchise (583, 1677, 854, 1829)
headline: THE TIMES. (108, 1608, 199, 1627)
paragraph: A Hamburg report states that the Soldiers' Council, which has taken up its quarters in Trade Union Hall, has announced that all official and military buildings are guarded and that food stores will be guarded. Plundering will be punished by immediate shooting. Railway traffic, with the exception of one or two trains, is stopped. Patrols traversed the city all Wednesday night for the maintenance of order. The post office and telegraph office are not occupied. The food supply will be regulated from Thursday by the Workers' and Soldiers' Council in common with the authorities hitherto charged with that duty. (17, 551, 289, 660)
headline: KAISERISM AND AFTER. (1190, 47, 1377, 64)
subheadline-2: FOR "SOCIALISM AND THE REPUBLIC." (313, 124, 558, 138)
paragraph: The Board will consist of the following members:— (1439, 493, 1643, 505)
paragraph: "We are confident that the Allies, in conformity with President Wilson's principles, will recognize the inalienable rights of the populations of the nationalities of the former Russian Empire—of those of the Dual Monarchy. They trust that the Allies, by requiring the evacuation of eastern territory by Germany, which was extorted by force and threatened in the course of formation, should they appeal for it, such assistance as may be necessary for defending their frontiers from all invasion, to allow of the free convocation of national Assemblies for the organization of the sovereignty of their administrations and to realize their social reforms without the interference of a third or any interested third party. The representatives pledge themselves to labour with all their power for a durable peace, in a spirit of mutual friendship and the respect of each other's nationality, and urge the Allies to consider their respective nationalities on the basis of plebiscites taken in disputed territory."—Reuter. (1431, 1355, 1703, 1530)
paragraph: Sir James Stevenson, Bt., chairman. (1439, 507, 1579, 518)
headline: GENERAL D'ESPEREY IN BUDAPEST. (906, 756, 1096, 792)
headline: MARSHAL FOCH'S PROMISE. (890, 1798, 1112, 1816)
continued-note: (Continued from page 9, column 5.) (1202, 68, 1366, 81)
byline: (FROM OUR CORRESPONDENT.) (934, 141, 1068, 150)
article-krupp (300, 1790, 571, 1987)
section-kiel: KIEL. (17, 869, 45, 882)
paragraph: To-day I met men from the town of Hamm, in Rhenish Westphalia, who fully confirmed what has been reported from this locality. My informant was evidently deeply impressed by the terrible scenes he had recently witnessed. He said that the whole country is in revolt, the Social Democrats having completely succeeded in capturing the sympathies of the populace. (300, 164, 571, 229)
byline: (FROM OUR SPECIAL CORRESPONDENT.) (349, 1820, 522, 1829)
paragraph: In the case of an officer or soldier who does not desire to take up the employment, the unit commander will return both the Army Form Z.22 and the Army Form Z.22 direct to the Secretary, War Office (Mobilization). (1431, 1176, 1703, 1220)
list-item: January 27, 1859.—Born in Berlin. (1157, 1074, 1294, 1086)
byline: (FROM OUR CORRESPONDENT.) (368, 1172, 503, 1182)
subheadline: A DEMOBILIZATION BOARD. (1477, 430, 1657, 445)
paragraph: On the receipt of an apparently premature announcement of Germany's complete surrender yesterday afternoon, Buenos Aires at once went mad. Crowds paraded the streets, and business houses were lined up for celebrations. Perhaps never before has been such a spontaneous manifestation of popular sympathy, and the local Germans can hardly fail to reflect upon it. Speeches embodying warm expressions of satisfaction on her humiliation. The authorities are not sorry that the day is closed, although though the popular manifestations was being utilized, through party for demonstration, or for propaganda against the President on account of his international policy. (1431, 2002, 1703, 2122)
paragraph: The Minister of Munitions has appointed a Demobilization Board to deal with all measures affecting the demobilization of munitions works and the liquidation of contracts, apart from the questions assigned to the Resettlement Board under the Minister of Labour. (1431, 447, 1703, 492)
subheadline-2: FIRM CONTROL IN BOHEMIA. (909, 124, 1093, 138)
list-item: (a) To unemployed men over the age of 18 years, 24s. a week. To unemployed women over that age, 20s. a week. (1431, 107, 1703, 128)
paragraph: The fruits are being harvested by the people that followed him as it waxed ever more prosperous and more arrogant. But what one thinks of now is the collapse of Hohenzollernism in its own stronghold. William II. liked to be modern, and was never happier than when he was parading as the leader of a practical and businesslike people, bent on conquering the modern world by its efficiency. But in reality it was his "Divine right" that was nearest to his heart, whether he was lightly promising to solve the German social problem or proclaiming his sovereign attributes. "Leave me to deal with the Socialists," he told Bismarck in the first days of his reign, "I know how to manage them." "You see," he said on another occasion, "every Social Democrat is an enemy of the Empire and the Fatherland." He could do no wrong because he was the King of Prussia. The makers of the Empire had been all very well in their way; they had been "excellent and courageous advisers who had the honour of being allowed to work out the thoughts of the great Emperor (William I.)." Was he not himself marked out for canonization, like his grandfather, whom "Providence, seeking out for itself an instrument, created"? "Had William the Great lived in the Middle Ages he would have been canonized, and pilgrims would have gone forth from all countries to perform their devotions at his shrine." Now we are witnessing the fall of the grandson of "William the Great," who said of himself:—"I believe, as you know, that the position and task appointed to me have been committed to me by Heaven, and that I am the trustee of a Higher Power, to Whom I shall have to render account of my stewardship." Brandenburgers, it is through Heaven who speaks to you. Follow him through thick and thin wherever he may lead you. For, rest assured, it will be to the greatness and glory of our Fatherland." And again:—"To great things are we yet destined, and to days of renewed splendour will I lead you." (1148, 161, 1419, 489)
dateline: ROME, Nov. 9. (1068, 152, 1137, 162)
paragraph: The submarine ships of the Allied and Associated Powers have not been handed over. (865, 645, 1137, 668)
list-item: December 15, 1897.—Prince Henry leaves for Kiaochow. "Imperial power means sea power." (1148, 1503, 1419, 1525)
list-item: July 14, 1909.—Bülow resigns, succeeded by Bethmann Hollweg. (1157, 1718, 1415, 1729)
paragraph: The Majority party of the Reichstag has come to an agreement regarding the initiative proposal for the next sitting of the Reichstag. The elections to the Reichstag and for full representation of all Federal States are to take place on the principle of secret, equal, and direct suffrage, on the basis of proportional representation. Any person, without distinction of sex, who has completed the 24th year is entitled to vote. A member of the Prussian Representation shall not vacate his seat by accepting office or entering into a fresh office.—Admiralty, per Wireless Press. (583, 1730, 854, 1829)
paragraph: Marshal Mackensen's Chief of Staff, Count Gisals, yesterday called on the Premier, Count Károlyi, to negotiate regarding the passage of the German troops through Hungary. It was agreed that the occupation troops had been joined by the troops in the south and should go home by way of Budapest. (865, 972, 1137, 1027)
paragraph: Late on Monday afternoon a light cargo vessel came in from the roads. Before she could make land, a German submarine lying outside fired at her and then tried to torpedo her, damaging her steering gear. The submarine then disappeared, and the vessel came into port and landed a crowd of armed men, whom quickly scattered into the town. They brought full details of the Kiel rebellion, and called upon all soldiers to join the movement. Meetings were hurriedly arranged, and the workmen were called to declare a general strike, which was fully effective before night. (583, 304, 854, 403)
subheadline: MANIA FOR DESTRUCTION. (611, 103, 825, 121)
paragraph: Politiken remarks that the German revolution began and has been carried through with small loss of life, and calls it the greatest and least sanguinary revolution in the history of the world. (583, 1422, 854, 1455)
paragraph: A red flag was hoisted on the car, which went from Kiel in the direction of Gettorf. Near the high bridge the car was detained by men bringing up a damaged motor-transport car, whose driver asked for assistance. During the work of repair Prince Henry conversed with the sailors, who left the car. Meanwhile, as the repairs were in progress, some men ran to the other car as the sailors who wanted to go to Eckernförde stood unarmed on the footboard. The sailors then shot at the car from a distance of five yards. When it was heavily fired on from behind, one of the sailors on the footboard was hit and fell from the car, the other jumped off. The driver went full speed ahead and got out of range. (300, 1595, 571, 1716)
paragraph: An unofficial report that the armistice had been concluded has been received here with the greatest public enthusiasm. The public offices are closed, the streets thronged with demonstrators and bands of music, houses and offices are hung with flags of all the Allied flags, sirens and whistles are blowing, and bells ringing. (1431, 1821, 1703, 1875)
paragraph: Further detailed instructions are given in the Army Order in regard to cases of absence, casualties, and leave. (1431, 1222, 1703, 1244)
paragraph: dence into "the new course" in Germany. The making of the Great War was the work of 15 years, beginning with the creation of the modern German Navy in 1900, running through all the excitements and adventures in all parts of the world which were conducted by Prince Bülow, and culminating in the period of stealthy preparation, complete with devotion to "peace," which marked the Chancellorship of Bethmann Hollweg. (1148, 82, 1419, 159)
paras (1431, 1821, 1703, 1944)
paras (1148, 618, 1419, 1039)
paragraph: Mannheim's Workmen's and Soldiers' Council has been established at the military headquarters, the military station has been occupied. (17, 1390, 289, 1412)
list-item: of a general contributory scheme, demobilized civil war workers will receive benefits on the following scale:— (1431, 82, 1703, 104)
list-item: (b) There will be an additional allowance in respect of the first dependent child under 15 years of age, 6s. per week, and 3s. for each additional dependent child under that age. (1431, 131, 1703, 164)
article-foch-promise (865, 1790, 1137, 1943)
paragraph: The unit commander will ensure that Army Form Z.22 is signed by each officer or soldier who desires to accept the employment offered, will countersign it, and, if the soldier is serving in an Expeditionary Force, return it through the Adjutant-General's Office at the base to the Secretary, War Office (Mobilization). If he is serving in a command in the United Kingdom, or overseas other than with an Expeditionary Force, the unit commander will forward the Army Form Z.22 to the Secretary, War Office (Mobilization). In both cases the unit commander will retain the copy of Army Form Z.22. (1431, 1075, 1703, 1174)
article-canada (1431, 1537, 1703, 1762)
paragraph: A Hanover telegram, of November 9, says that after soldiers and sailors obtained possession on Friday of the station and buildings of the military authority relative calm prevailed. No conflicts occurred. (17, 1250, 289, 1284)
list-item: August 4, 1914.—"I repeat, I know no more any parties; I know only Germans." (Speech from Throne.) (1148, 1845, 1419, 1867)
byline: (FROM OUR OWN CORRESPONDENT.) (1488, 1583, 1646, 1593)
paragraph: Mr. W. T. Layton, C.B.E., priority. (1439, 548, 1573, 559)
list-item: August 1, 1914.—"I will be forced to draw." (Speech from Throne.) (1148, 1807, 1419, 1829)
byline: (FROM OUR SPECIAL CORRESPONDENT.) (67, 1483, 239, 1493)
paragraph: Copenhagen, Nov. 10.—A semi-official telegram from Berlin says:—"A Workmen's and Soldiers' Council has been established at Chemnitz, and has assumed military and political authority." (17, 1354, 289, 1387)
list-item: August 16, 1888.—"We would rather leave the whole of our 18 Army Corps and of our 42,000,000 inhabitants on the stricken field than surrender one stone of what my father and Prince Frederick Charles won for us." (Speech at Frankfurt-on-Oder.) (1148, 1175, 1419, 1218)
paras (1431, 1607, 1703, 1762)
headline: LEAGUE OF NATIONS. (634, 1844, 803, 1862)
list-item: October 26, 1894.—Dismissal of Caprivi. (1157, 1389, 1320, 1400)
list-item: May, 1914.—Meeting with Francis Ferdinand at Konopischt. (1157, 1831, 1394, 1842)
list-item: 4. It is necessary that industry should be rapidly transferred to peace conditions in order to provide permanent and remunerative employment for the civil workers and for the fighting men returning from war. The proposals outlined above are solely intended to bridge over the inevitable period of dislocation. It must be emphasized that the non-contributory scheme is a purely emergency measure. While it is operating the existing contributory unemployment insurance scheme will remain in suspense as far as possible to be concerned. Contributions will, however, still be collected in order to build up a reserve of benefits for contributors when the temporary scheme comes to an end. The special interest of contributors are fully safeguarded; in the meantime, the Government are pressing forward with their scheme for general contributory insurance, which will be based on permanent considerations, and must not be prejudiced by the non-contributory scheme here announced. (1431, 212, 1703, 376)
paragraph: The discussion of all the points by the speaker was received with great applause. (17, 350, 289, 373)
paragraph: The President has been enthusiastically cheered at the Palace. In a personal interview the President, Señor Menocal, told me that this unbounded satisfaction, and said that his only regret was that until the news was officially confirmed he was unable to send military bands into the streets to escort the multitude during the greatest event in the history of the world. (1431, 1878, 1703, 1944)
paragraph: Details are given in an Army Order dated November 9. The employers of officers and men which will be registered as demobilizers or pivotal men will be notified by the War Office. The War Office and Ministry of Labour, at the time of notifying to employers through pre-arranged channels, will be the severally allotted, will request that nominal rolls of the officers and soldiers respectively released from posts be made out and forwarded to the War Office. On receipt of such rolls the War Office will prepare index cards (Army Form Z.22) in triplicate for each officer or soldier concerned. The cards will be of three colours: pink for use in the case of demobilizers; pink and yellow for the equal proportion for pivotal men, the pink and yellow for the men whose release is more urgent, and the yellow for the case of those whose release is less urgent. (1431, 930, 1703, 1072)
paragraph: The appointment of the Demobilization Board was announced by Mr. Churchill in his speech at the Ministry of Munitions on Thursday, and reported in The Times of Saturday. (1431, 776, 1703, 809)
paragraph: Paris, Nov. 10.—The French League of Nations Association held its first meeting this afternoon, when M. Léon Bourgeois explained that the Association's programme was in accord with that of similar societies in other countries. He said that the League of Nations would employ economic penalties only as a measure of international constraint.—Reuter. (583, 1865, 854, 1931)
dateline: THE HAGUE, Nov. 8. (755, 134, 854, 145)
headline: PRINCE HENRY'S ESCAPE. (335, 1488, 537, 1506)
paragraph: The Prince and Princess Henry and Prince Waldemar are safe, and are staying in the North Province. The Weser Zeitung says that an investigation has revealed that the sailor was killed by a rifle bullet discharged from the side opposite to the car. It is therefore concluded that the sailor was fired upon from the car, especially as some of the occupants of the Royal car carried arms. (300, 1718, 571, 1783)
paragraph: The whole crowd then marched to the City Hall, where the red flag was hoisted and the principles of the revolution proclaimed in the same terms as elsewhere. Some fighting with the police and some looting took place, but fights with the police and looting have occurred every night for the past week. On Tuesday night photographs of Liebknecht were exhibited in shop windows with wreaths of bay, while there was ready sale for rough sketches of the Kaiser and Crown Prince being kicked out of Germany, or hanged in plain clothes, with appropriate remarks. On Wednesday I left the city with others who could get away, as it was no longer safe to remain. (300, 1363, 571, 1473)
paragraph: A Leipzig telegram of November 9 says the garrison and soldiers on leave from outside are carrying red banners through the streets. A Soldiers' Council has been formed. Great meetings are expected on Sunday. The military have stopped railway traffic in the capital. (17, 1059, 289, 1103)
byline: (FROM OUR CORRESPONDENT.) (651, 124, 786, 133)
headline: MR. WILSON AND LIBERATED AUSTRIAN RACES. (886, 1374, 1116, 1410)
dateline: THE HAGUE, Nov. 9. (473, 1183, 571, 1194)
paragraph: Sir Gilbert Garnsey, K.B.E., liquidation of contracts (all other contracts). (1431, 585, 1703, 608)
paragraph: The Frankfurter Zeitung learns from Kiel that the Workers' and Soldiers' Council there have issued an appeal to the Schleswig-Holstein population proclaiming the establishment of a Provisional Provincial Government, which, in co-operation with the existing authorities, will set up a new order. (17, 883, 289, 939)
list-item: February 4, 1890.—Social Reform Edicts issued. (1157, 1269, 1347, 1281)
list-item: March 26, 1897.—"I shall not rest until I have raised the Navy to the same level upon which the Army stands." (Telegram to Prince Henry.) (1148, 1454, 1419, 1487)
paragraph: The Prussian diplomatic representative at Hamburg was arrested on Thursday morning in his hotel. (17, 842, 289, 864)
dateline: TORONTO, Nov. 8. (1614, 1594, 1703, 1605)
subheadline: SHORT WORK AT DUISBURG. (345, 1155, 526, 1170)
paragraph: Municipal Councillor Sollmann, editor of the Rheinische Zeitung, spoke in the Citizens' Society. Amid great cheering he said the beginning of the great German Republic should cost no bloodshed. The chief demand which should be inscribed on their banner was "Down with the War." "Forward for the Peace." If their enemies knew that they would not conclude peace with the Hohenzollerns but with a free German people, they would, if not immediately, in no distant time throw the English and French proletariat into the scale in order that German democrats should not be enslaved by international capitalism. (17, 421, 289, 531)
paragraph: There is hardly any regular work being done. I went there to work in the building trade and received pay, though there was really nothing for me to do. Certainly no building is going on. Just now the Germans are engaged in pulling down and have no time or inclination for constructive work except Constitution-making—they are very keen about that. They are really absolutely at white heat. I have never seen such sights as those I have been forced to look upon quite lately. People are at the end of their powers of endurance. It is the commonest thing to see them fall down in the street from starvation. I have seen it repeatedly during the last week. The other day a man fell against me, and then collapsed on the ground. I did what I could to help him, but Germans came up and swore at me when they found I was a foreigner, said "Hollander, go away." We will look after him ourselves. We did go away, and later saw that he was being taken away on a stretcher, and I think it is nearly dead. They had seen him lifted on to a truck and wheeled away. (300, 231, 571, 407)
paras (583, 1088, 854, 1363)
paragraph: In Bohemia, on the other hand, everything goes to show that the Czecho-Slovak Government have assumed firm control. There have been latest news from the Dalmatian coast towns and islands is that calm reigns, nor does there seem a likelihood of anything occurring to disturb it, and this has been helped by the early material matter of the timely arrival from Italy of supplies of provisions and clothing. The same situation is coming about also at Lubliana. The first moments after the declaration of the armistice and the occupation by Italian and Allied troops were chaotic, but common relief from the sufferings under the late rule is bringing about the fraternization of all elements. (865, 319, 1137, 440)
article-prince-henry (300, 1480, 571, 1783)
list-item: May 29, 1905.—Bülow Navy Bill passed. (1157, 1666, 1320, 1677)
paragraph: A stout-hearted message announces that yesterday evening a new provisional Government was established in Württemberg, and a republic was proclaimed.—Reuter. (17, 1414, 289, 1447)
paragraph: "It may be permitted to me, as the spokesman of the majority of your oppressors, to rejoice with all friends of freedom, wherever they are, and especially those whose present duty it is to help the liberated peoples of the world to establish themselves in real freedom, entertain the hopes and expectations that the statesmen of the peoples of the countries now freed will do everything to carry through the most complicated changes with benevolence as well as firmness, and to avoid and prevent all acts of violence, so that no stain and no reproach may fall upon this reorganization of humanity. You know well that such deeds would greatly disappoint the hopes of the world. All great things for which we are all fighting, I address myself, therefore, confidently to you to suppress all abuses of power which might arouse so much the confusion of freedom."—Reuter. (865, 1465, 1137, 1607)
paragraph: The Secretary of the Ministry (Sir W. Graham Greene, K.C.B.), the Assistant Secretary (Mr. J. R. Masterton Smith, C.B.), and the Chairman of the Finance Committee will be ex-officio members of the Board. The Board will be assisted by the following expert advisers:—Mr. R. Funnemoller, C.B., Sir Philip Henriques, K.B.E., Sir John Mann, K.B.E., Mr. W. J. Larke, O.B.E. Financial Department representatives will also be attached to members of the Board. (1431, 662, 1703, 739)
list-item: May 16, 1912.—"I bring you a sword in this fist, I shall strike." (Speech at Königsberg.) (1148, 1783, 1419, 1804)
list-item: October 29, 1894.—Hohenlohe appointed Chancellor. (1157, 1403, 1367, 1414)
article-kaiserism (1148, 47, 1419, 582)
paragraph: The Weser Zeitung says that Heinrich, Prince Henry of Prussia's motor-car driver, gives the following account of the departure of the Prince and Princess Henry and Prince Waldemar on Tuesday evening:— (300, 1548, 571, 1593)
paragraph: the military prison of the Garrison, where the military prisoners were liberated without bloodshed. Unfortunately certain disorderly elements obtained their freedom and the safety of the town and peace and order could not be properly maintained. There were no very violent disturbances. Rifles and side-arms were taken from all officers and soldiers arriving and departing. The direction of the movement, which began on the evening of the 7th in small gatherings before the main railway station of Cologne and increased during the night has been taken in hand by representatives of organized labour, who had meanwhile attached themselves to the Soldiers' Council in order to keep it as far as possible within orderly channels. The following morning the leaders of the Social Democrats and the Majority Socialists joined the forces and formed a committee of 12 members, six of each party. (17, 40, 289, 192)
paragraph: Ottawa, unlike Toronto and Montreal, had no demonstration, but calmly awaited the official announcement. (1431, 1740, 1703, 1762)
paragraph: All male and female workers in the auxiliary service at Krupp's have been informed that they can terminate their contracts at short notice. So far about 4,000 male and female workers have been discharged. Numbers of unemployed workers from outside firms, and in particular laid-off Swedish and foreign workers, a laborious system of notice has been arranged. Krupp's will at present engage no further labour. Work in the gun-making factories is almost wholly at a standstill. The situation at Essen is quiet on the whole, the gun-making industry exceptions only special, in the smelting works and in the mines of the locality. This is being attributed to the calming influence of the workers' trade unions. (300, 1867, 571, 1987)
